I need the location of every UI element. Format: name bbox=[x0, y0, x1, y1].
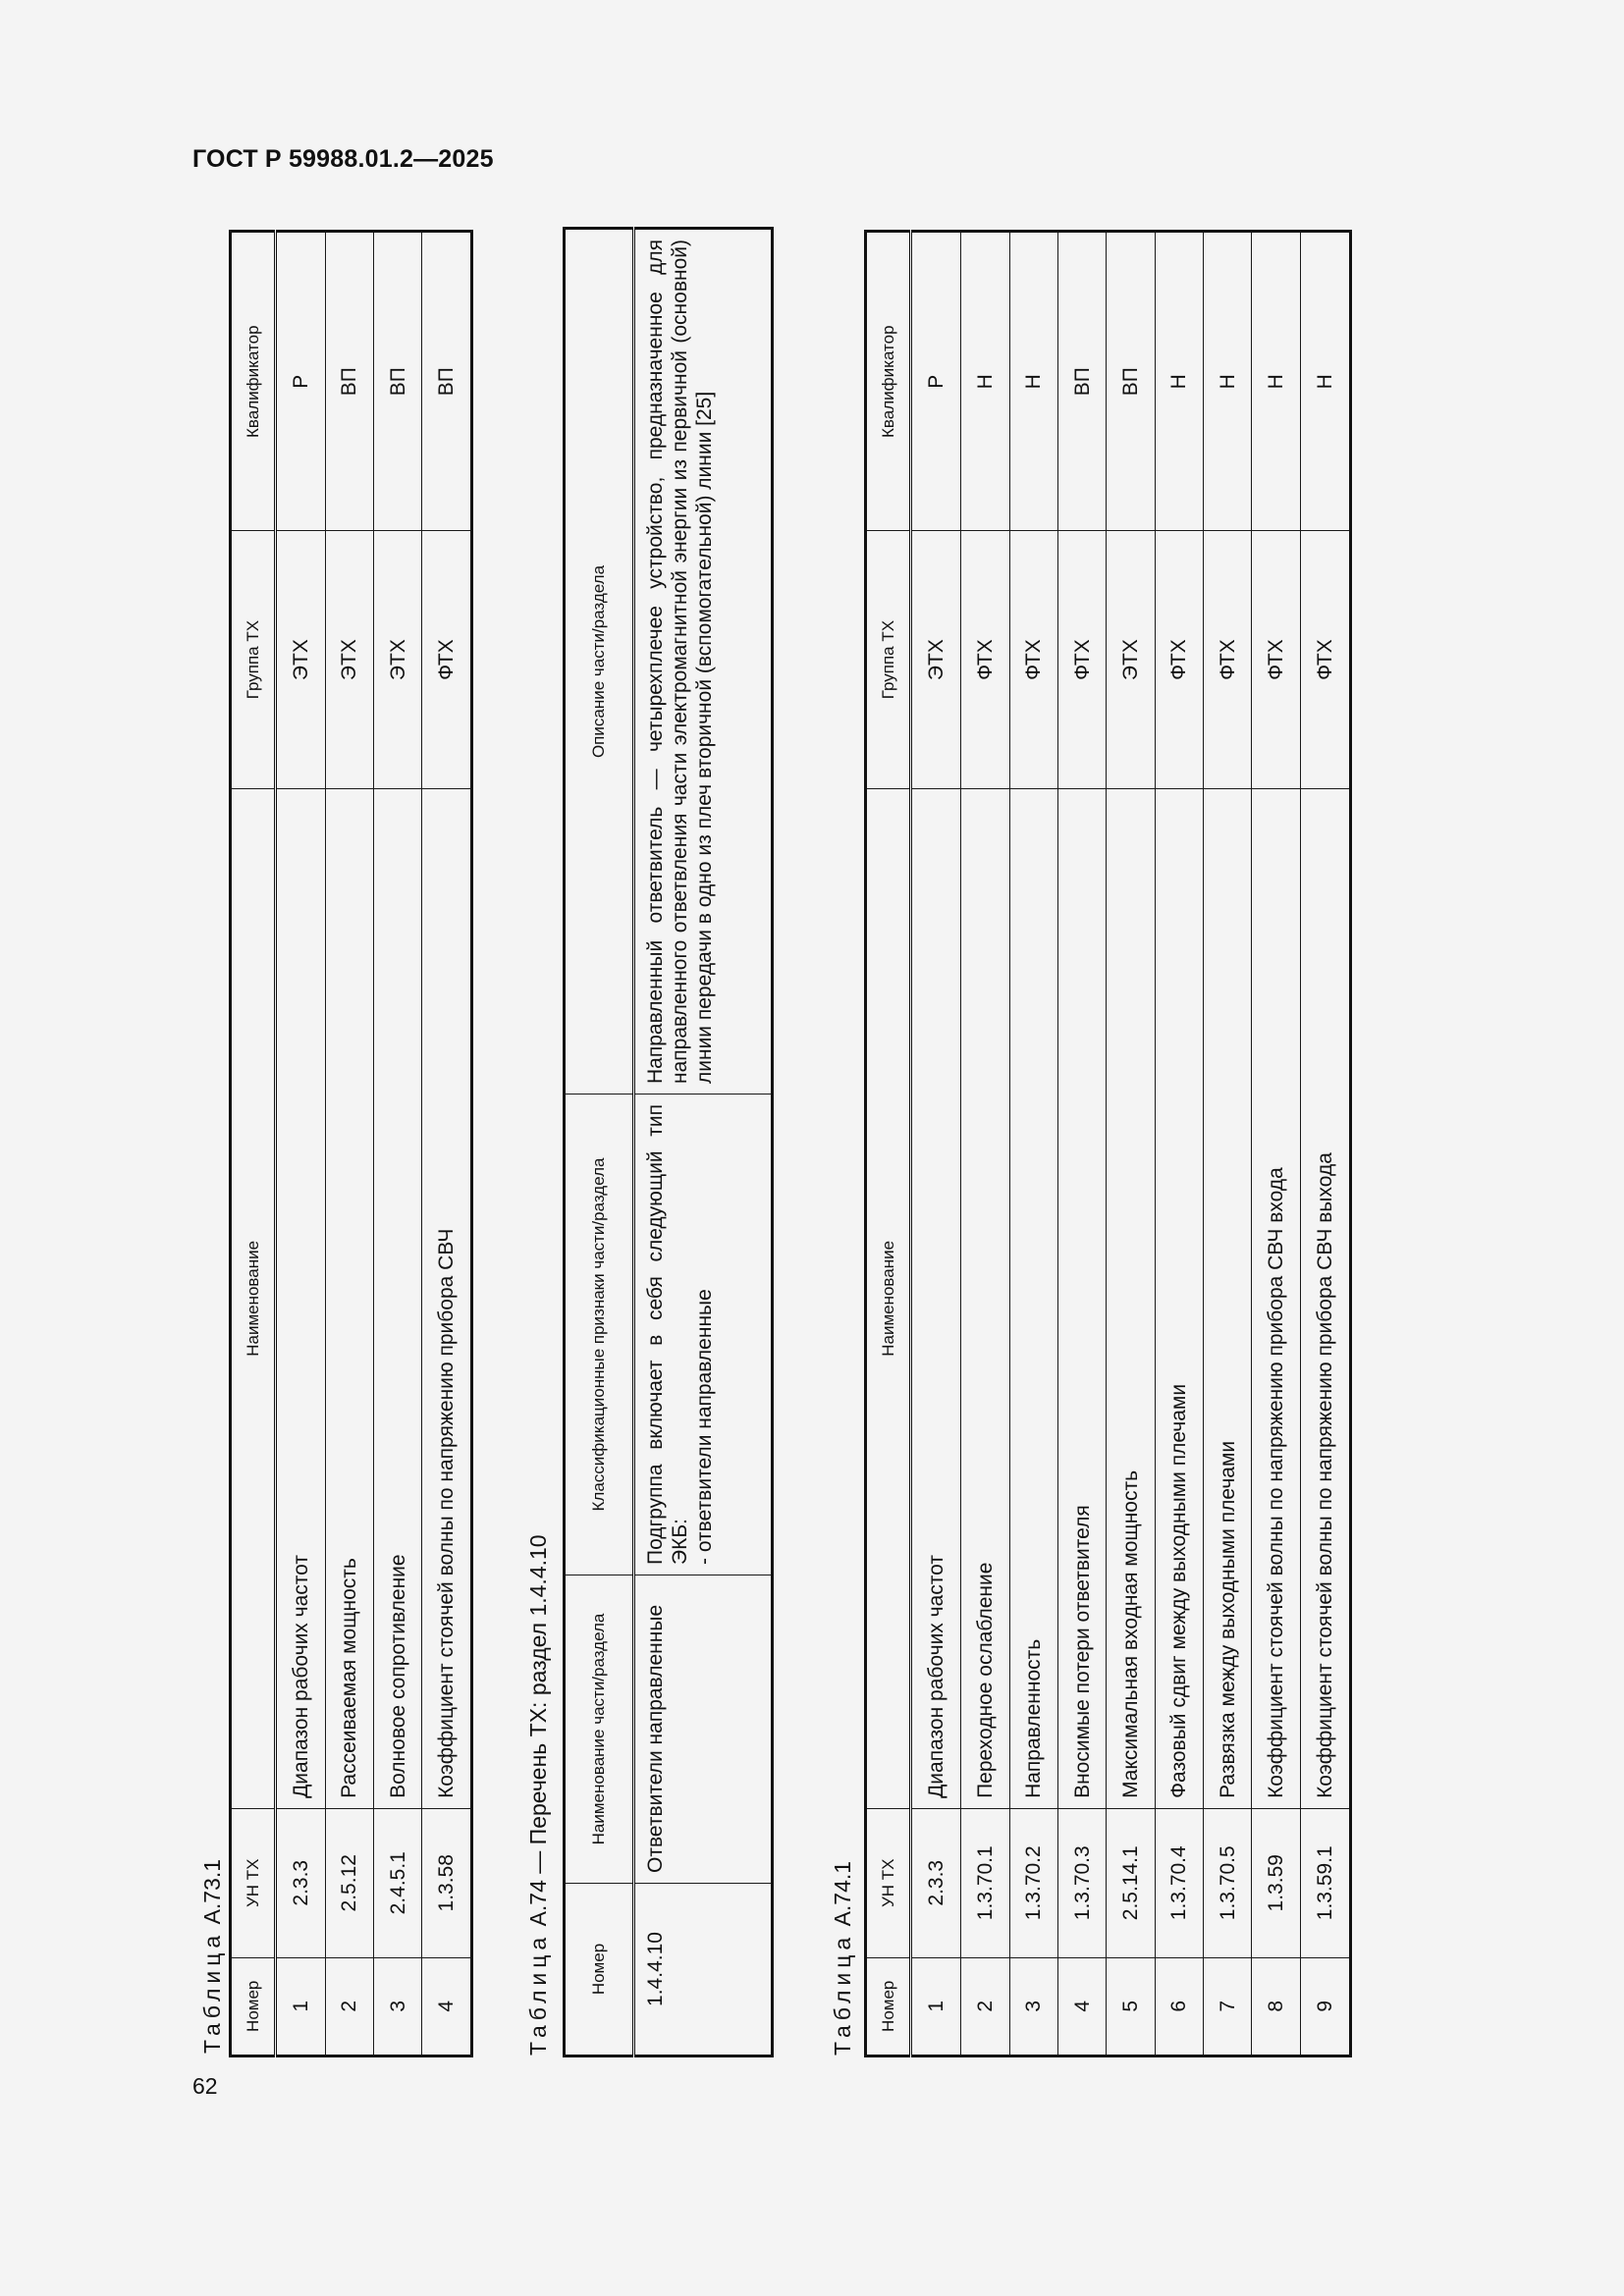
cell-number: 3 bbox=[373, 1957, 421, 2056]
cell-code: 2.5.12 bbox=[325, 1808, 373, 1957]
cell-number: 7 bbox=[1203, 1957, 1251, 2056]
column-header: Наименование bbox=[231, 788, 276, 1808]
cell-group: ФТХ bbox=[1300, 531, 1350, 788]
cell-name: Ответвители направленные bbox=[634, 1575, 773, 1884]
cell-qualifier: Н bbox=[1155, 232, 1203, 531]
cell-qualifier: ВП bbox=[1057, 232, 1106, 531]
column-header: Номер bbox=[866, 1957, 911, 2056]
page-number: 62 bbox=[192, 2073, 218, 2099]
cell-qualifier: Н bbox=[1009, 232, 1057, 531]
cell-group: ФТХ bbox=[1155, 531, 1203, 788]
cell-number: 3 bbox=[1009, 1957, 1057, 2056]
caption-word: Таблица bbox=[525, 1932, 551, 2056]
cell-features bbox=[634, 1095, 773, 1575]
cell-name: Рассеиваемая мощность bbox=[325, 788, 373, 1808]
cell-name: Диапазон рабочих частот bbox=[276, 788, 326, 1808]
cell-code: 1.3.70.5 bbox=[1203, 1808, 1251, 1957]
column-header: Группа ТХ bbox=[866, 531, 911, 788]
column-header: УН ТХ bbox=[866, 1808, 911, 1957]
cell-name: Максимальная входная мощность bbox=[1107, 788, 1155, 1808]
table-row bbox=[1252, 232, 1300, 2056]
cell-group: ФТХ bbox=[1252, 531, 1300, 788]
cell-code: 2.4.5.1 bbox=[373, 1808, 421, 1957]
cell-number: 1.4.4.10 bbox=[634, 1884, 773, 2056]
column-header: Группа ТХ bbox=[231, 531, 276, 788]
cell-name: Диапазон рабочих частот bbox=[911, 788, 961, 1808]
cell-code: 1.3.58 bbox=[422, 1808, 472, 1957]
column-header: УН ТХ bbox=[231, 1808, 276, 1957]
cell-group: ФТХ bbox=[422, 531, 472, 788]
cell-name: Развязка между выходными плечами bbox=[1203, 788, 1251, 1808]
table-a74 bbox=[563, 227, 774, 2057]
cell-qualifier: Р bbox=[276, 232, 326, 531]
cell-code: 1.3.70.3 bbox=[1057, 1808, 1106, 1957]
caption-text: А.74 — Перечень ТХ: раздел 1.4.4.10 bbox=[525, 1534, 551, 1927]
cell-group: ФТХ bbox=[1009, 531, 1057, 788]
cell-qualifier: Н bbox=[1300, 232, 1350, 531]
table-a731-caption bbox=[199, 1859, 226, 2054]
cell-name: Коэффициент стоячей волны по напряжению прибора СВЧ выхода bbox=[1300, 788, 1350, 1808]
column-header: Квалификатор bbox=[231, 232, 276, 531]
table-row bbox=[1057, 232, 1106, 2056]
table-row bbox=[1009, 232, 1057, 2056]
table-row bbox=[961, 232, 1009, 2056]
table-row bbox=[422, 232, 472, 2056]
column-header: Наименование bbox=[866, 788, 911, 1808]
cell-group: ЭТХ bbox=[373, 531, 421, 788]
cell-name: Переходное ослабление bbox=[961, 788, 1009, 1808]
cell-code: 2.3.3 bbox=[911, 1808, 961, 1957]
table-row bbox=[1203, 232, 1251, 2056]
column-header: Наименование части/раздела bbox=[565, 1575, 634, 1884]
cell-name: Коэффициент стоячей волны по напряжению прибора СВЧ входа bbox=[1252, 788, 1300, 1808]
cell-code: 1.3.59 bbox=[1252, 1808, 1300, 1957]
cell-qualifier: Р bbox=[911, 232, 961, 531]
cell-name: Вносимые потери ответвителя bbox=[1057, 788, 1106, 1808]
features-text: Подгруппа включает в себя следующий тип ЭКБ: bbox=[644, 1104, 691, 1565]
column-header: Номер bbox=[231, 1957, 276, 2056]
cell-number: 6 bbox=[1155, 1957, 1203, 2056]
caption-word: Таблица bbox=[199, 1930, 225, 2054]
cell-qualifier: ВП bbox=[422, 232, 472, 531]
caption-id: А.74.1 bbox=[830, 1860, 855, 1927]
table-a741-wrapper bbox=[864, 230, 1352, 2057]
table-a74-wrapper bbox=[563, 227, 774, 2057]
cell-name: Фазовый сдвиг между выходными плечами bbox=[1155, 788, 1203, 1808]
cell-number: 5 bbox=[1107, 1957, 1155, 2056]
cell-group: ЭТХ bbox=[325, 531, 373, 788]
table-row bbox=[1300, 232, 1350, 2056]
cell-group: ФТХ bbox=[1203, 531, 1251, 788]
cell-number: 1 bbox=[276, 1957, 326, 2056]
cell-name: Направленность bbox=[1009, 788, 1057, 1808]
table-row bbox=[911, 232, 961, 2056]
cell-qualifier: ВП bbox=[373, 232, 421, 531]
cell-code: 1.3.59.1 bbox=[1300, 1808, 1350, 1957]
cell-code: 1.3.70.2 bbox=[1009, 1808, 1057, 1957]
cell-group: ЭТХ bbox=[911, 531, 961, 788]
cell-number: 2 bbox=[325, 1957, 373, 2056]
table-row bbox=[325, 232, 373, 2056]
cell-qualifier: Н bbox=[1203, 232, 1251, 531]
cell-number: 1 bbox=[911, 1957, 961, 2056]
cell-qualifier: Н bbox=[961, 232, 1009, 531]
cell-name: Волновое сопротивление bbox=[373, 788, 421, 1808]
column-header: Описание части/раздела bbox=[565, 229, 634, 1095]
table-row bbox=[634, 229, 773, 2056]
cell-code: 2.3.3 bbox=[276, 1808, 326, 1957]
column-header: Квалификатор bbox=[866, 232, 911, 531]
cell-number: 4 bbox=[422, 1957, 472, 2056]
column-header: Классификационные признаки части/раздела bbox=[565, 1095, 634, 1575]
cell-name: Коэффициент стоячей волны по напряжению прибора СВЧ bbox=[422, 788, 472, 1808]
cell-code: 1.3.70.1 bbox=[961, 1808, 1009, 1957]
cell-group: ФТХ bbox=[961, 531, 1009, 788]
cell-description: Направленный ответвитель — четырехплечее устройство, предназначенное для направленного ответвления части электромагнитной энергии из первичной (основной) линии передачи в одно из плеч вторичной (вспомогательной) линии [25] bbox=[634, 229, 773, 1095]
table-a741-caption bbox=[830, 1861, 856, 2056]
features-list-item: - ответвители направленные bbox=[693, 1289, 716, 1565]
column-header: Номер bbox=[565, 1884, 634, 2056]
table-a741 bbox=[864, 230, 1352, 2057]
caption-id: А.73.1 bbox=[199, 1858, 225, 1925]
cell-qualifier: ВП bbox=[1107, 232, 1155, 531]
table-row bbox=[373, 232, 421, 2056]
table-a74-caption bbox=[525, 1534, 552, 2056]
cell-group: ЭТХ bbox=[1107, 531, 1155, 788]
cell-qualifier: ВП bbox=[325, 232, 373, 531]
cell-number: 8 bbox=[1252, 1957, 1300, 2056]
cell-number: 2 bbox=[961, 1957, 1009, 2056]
table-a731 bbox=[229, 230, 473, 2057]
caption-word: Таблица bbox=[830, 1932, 855, 2056]
cell-group: ФТХ bbox=[1057, 531, 1106, 788]
cell-code: 2.5.14.1 bbox=[1107, 1808, 1155, 1957]
cell-code: 1.3.70.4 bbox=[1155, 1808, 1203, 1957]
table-row bbox=[276, 232, 326, 2056]
document-header: ГОСТ Р 59988.01.2—2025 bbox=[192, 145, 494, 173]
cell-number: 9 bbox=[1300, 1957, 1350, 2056]
cell-qualifier: Н bbox=[1252, 232, 1300, 531]
cell-number: 4 bbox=[1057, 1957, 1106, 2056]
table-row bbox=[1107, 232, 1155, 2056]
cell-group: ЭТХ bbox=[276, 531, 326, 788]
table-a731-wrapper bbox=[229, 230, 473, 2057]
table-row bbox=[1155, 232, 1203, 2056]
